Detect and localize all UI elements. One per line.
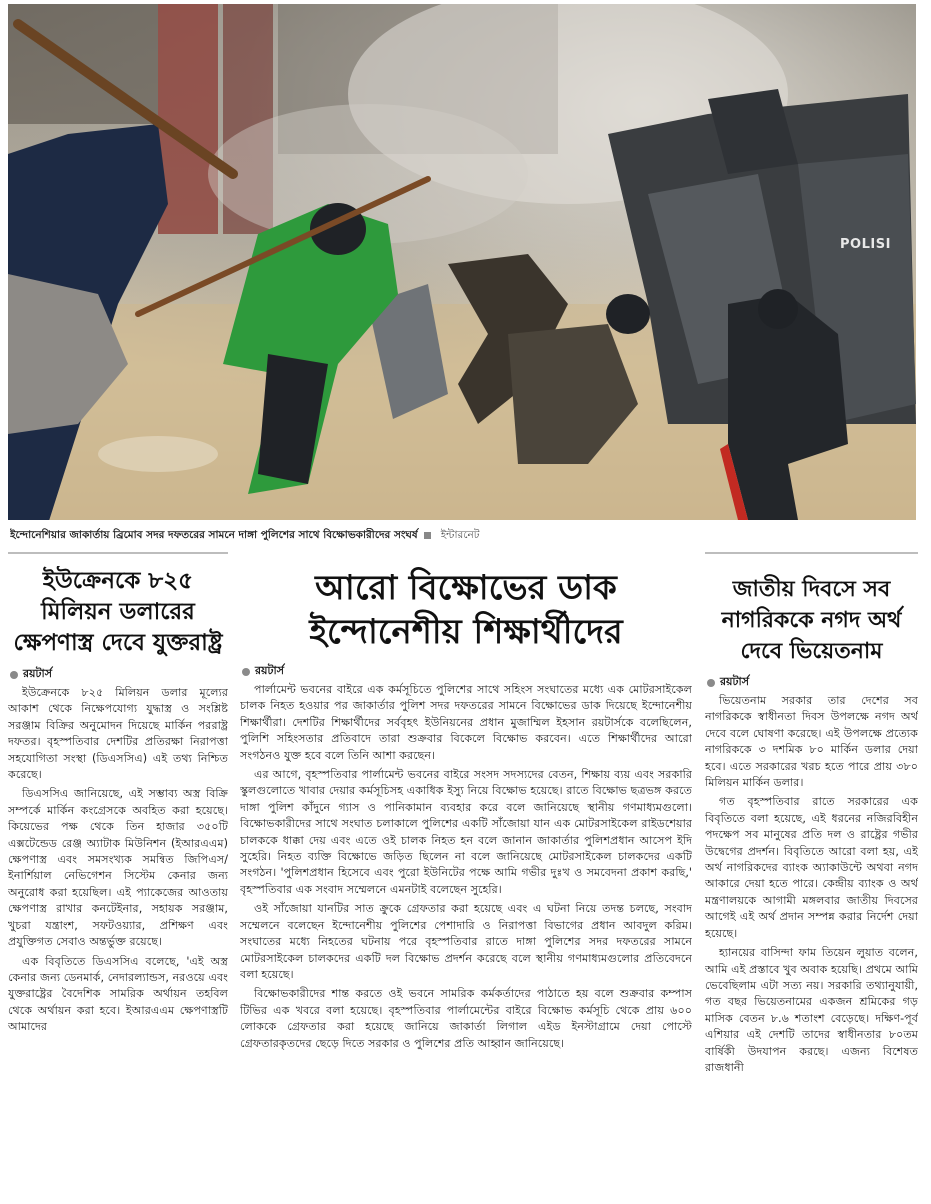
main-article-body [240, 682, 692, 1052]
right-article-headline: জাতীয় দিবসে সব নাগরিককে নগদ অর্থ দেবে ভিয়েতনাম [721, 577, 902, 664]
protest-scene-illustration [8, 4, 916, 520]
paragraph: পার্লামেন্ট ভবনের বাইরে এক কর্মসূচিতে পুলিশের সাথে সহিংস সংঘাতের মধ্যে এক মোটরসাইকেল চালক নিহত হওয়ার পর জাকার্তার পুলিশ সদর দফতরের সামনে বিক্ষোভের ডাক দিয়েছে ইন্দোনেশীয় শিক্ষার্থীরা। দেশটির শিক্ষার্থীদের সর্ববৃহৎ ইউনিয়নের প্রধান মুজাম্মিল ইহসান রয়টার্সকে বলেছিলেন, পুলিশি সহিংসতার প্রতিবাদে তারা শুক্রবার বিকেলে বিক্ষোভ করবেন। এতে শিক্ষার্থীদের আরো সংগঠনও যুক্ত হবে বলে তিনি আশা করছেন। [240, 683, 692, 762]
main-article-byline [240, 662, 692, 681]
right-article-body [705, 693, 918, 1076]
byline-text: রয়টার্স [720, 675, 749, 688]
photo-caption [10, 528, 915, 544]
main-article [240, 566, 692, 1204]
byline-text: রয়টার্স [255, 664, 284, 677]
left-article-body [8, 685, 228, 1036]
photo-credit: ইন্টারনেট [440, 529, 480, 541]
headline-line-1: আরো বিক্ষোভের ডাক [315, 568, 617, 608]
rule-left [8, 552, 228, 554]
left-article-headline: ইউক্রেনকে ৮২৫ মিলিয়ন ডলারের ক্ষেপণাস্ত্র দেবে যুক্তরাষ্ট্র [13, 568, 223, 656]
news-photo [8, 4, 916, 520]
byline-text: রয়টার্স [23, 667, 52, 680]
paragraph: এক বিবৃতিতে ডিএসসিএ বলেছে, 'এই অস্ত্র কেনার জন্য ডেনমার্ক, নেদারল্যান্ডস, নরওয়ে এবং যুক্তরাষ্ট্রের বৈদেশিক সামরিক অর্থায়ন তহবিল থেকে অর্থায়ন করা হবে। ইআরএএম ক্ষেপণাস্ত্রটি আমাদের [8, 954, 228, 1034]
byline-bullet-icon [10, 671, 18, 679]
right-article-byline [705, 673, 918, 692]
paragraph: গত বৃহস্পতিবার রাতে সরকারের এক বিবৃতিতে বলা হয়েছে, এই ধরনের নজিরবিহীন পদক্ষেপ সব মানুষের প্রতি দল ও রাষ্ট্রের গভীর উদ্বেগের প্রদর্শন। বিবৃতিতে আরো বলা হয়, এই অর্থ নাগরিকদের ব্যাংক অ্যাকাউন্টে অথবা নগদ আকারে দেয়া হতে পারে। কেন্দ্রীয় ব্যাংক ও অর্থ মন্ত্রণালয়কে আগামী মঙ্গলবার জাতীয় দিবসের আগেই এই অর্থ প্রদান সম্পন্ন করার নির্দেশ দেয়া হয়েছে। [705, 795, 918, 940]
paragraph: ইউক্রেনকে ৮২৫ মিলিয়ন ডলার মূল্যের আকাশ থেকে নিক্ষেপযোগ্য যুদ্ধাস্ত্র ও সংশ্লিষ্ট সরঞ্জাম বিক্রির অনুমোদন দিয়েছে মার্কিন পররাষ্ট্র দফতর। বৃহস্পতিবার দেশটির প্রতিরক্ষা নিরাপত্তা সহযোগিতা সংস্থা (ডিএসসিএ) এই তথ্য নিশ্চিত করেছে। [8, 686, 228, 782]
right-article [705, 566, 918, 1204]
byline-bullet-icon [707, 679, 715, 687]
main-article-headline [240, 566, 692, 654]
left-article-byline [8, 665, 228, 684]
byline-bullet-icon [242, 668, 250, 676]
left-article [8, 566, 228, 1204]
paragraph: এর আগে, বৃহস্পতিবার পার্লামেন্ট ভবনের বাইরে সংসদ সদস্যদের বেতন, শিক্ষায় ব্যয় এবং সরকারি স্কুলগুলোতে খাবার দেয়ার কর্মসূচিসহ একাধিক ইস্যু নিয়ে বিক্ষোভ হয়েছে। রাতে বিক্ষোভ ছত্রভঙ্গ করতে দাঙ্গা পুলিশ কাঁদুনে গ্যাস ও পানিকামান ব্যবহার করে বলে জানিয়েছে স্থানীয় গণমাধ্যমগুলো। বিক্ষোভকারীদের সাথে সংঘাত চলাকালে পুলিশের একটি সাঁজোয়া যান এক মোটরসাইকেল রাইডশেয়ার চালককে ধাক্কা দেয় এবং এতে ওই চালক নিহত হন বলে জানান জাকার্তার পুলিশপ্রধান আসেপ ইদি সুহেরি। নিহত ব্যক্তি বিক্ষোভে জড়িত ছিলেন না বলে জানিয়েছে মোটরসাইকেল চালকদের একটি সংগঠন। 'পুলিশপ্রধান হিসেবে এবং পুরো ইউনিটের পক্ষে আমি গভীর দুঃখ ও সমবেদনা প্রকাশ করছি,' বৃহস্পতিবার এক সংবাদ সম্মেলনে এমনটাই বলেছেন সুহেরি। [240, 768, 692, 896]
rule-right [705, 552, 918, 554]
paragraph: ওই সাঁজোয়া যানটির সাত ক্রুকে গ্রেফতার করা হয়েছে এবং এ ঘটনা নিয়ে তদন্ত চলছে, সংবাদ সম্মেলনে বলেছেন ইন্দোনেশীয় পুলিশের পেশাদারি ও নিরাপত্তা বিভাগের প্রধান আবদুল করিম। সংঘাতের মধ্যে নিহতের ঘটনায় পরে বৃহস্পতিবার রাতে দাঙ্গা পুলিশের সদর দফতরের সামনে মোটরসাইকেল চালকদের একটি দল বিক্ষোভ প্রদর্শন করেছে বলে স্থানীয় গণমাধ্যমগুলোর প্রতিবেদনে বলা হয়েছে। [240, 902, 692, 981]
headline-line-2: ইন্দোনেশীয় শিক্ষার্থীদের [309, 612, 623, 652]
credit-square-icon [424, 532, 431, 539]
paragraph: ডিএসসিএ জানিয়েছে, এই সম্ভাব্য অস্ত্র বিক্রি সম্পর্কে মার্কিন কংগ্রেসকে অবহিত করা হয়েছে। কিয়েভের পক্ষ থেকে তিন হাজার ৩৫০টি এক্সটেন্ডেড রেঞ্জ অ্যাটাক মিউনিশন (ইআরএএম) ক্ষেপণাস্ত্র এবং সমসংখ্যক সমন্বিত জিপিএস/ইনার্শিয়াল নেভিগেশন সিস্টেম কেনার জন্য অনুরোধ করা হয়েছিল। এই প্যাকেজের আওতায় ক্ষেপণাস্ত্র রাখার কনটেইনার, সহায়ক সরঞ্জাম, খুচরা যন্ত্রাংশ, সফটওয়্যার, প্রশিক্ষণ এবং প্রযুক্তিগত সেবাও অন্তর্ভুক্ত রয়েছে। [8, 787, 228, 949]
paragraph: বিক্ষোভকারীদের শান্ত করতে ওই ভবনে সামরিক কর্মকর্তাদের পাঠাতে হয় বলে শুক্রবার কম্পাস টিভির এক খবরে বলা হয়েছে। বৃহস্পতিবার পার্লামেন্টের বাইরে বিক্ষোভ কর্মসূচি থেকে প্রায় ৬০০ লোককে গ্রেফতার করা হয়েছে জানিয়ে জাকার্তা লিগাল এইড ইনস্টাগ্রামে দেয়া পোস্টে গ্রেফতারকৃতদের ছেড়ে দিতে সরকার ও পুলিশের প্রতি আহ্বান জানিয়েছে। [240, 987, 692, 1050]
shield-label-text: POLISI [840, 237, 891, 252]
paragraph: হ্যানয়ের বাসিন্দা ফাম তিয়েন লুয়াত বলেন, আমি এই প্রস্তাবে খুব অবাক হয়েছি। প্রথমে আমি ভেবেছিলাম এটা সত্য নয়। সরকারি তথ্যানুযায়ী, গত বছর ভিয়েতনামের একজন শ্রমিকের গড় মাসিক বেতন ৮.৬ শতাংশ বেড়েছে। দক্ষিণ-পূর্ব এশিয়ার এই দেশটি তাদের স্বাধীনতার ৮০তম বার্ষিকী উদযাপন করছে। এজন্য বিশেষত রাজধানী [705, 946, 918, 1074]
caption-text: ইন্দোনেশিয়ার জাকার্তায় ব্রিমোব সদর দফতরের সামনে দাঙ্গা পুলিশের সাথে বিক্ষোভকারীদের সংঘর্ষ [10, 529, 418, 541]
paragraph: ভিয়েতনাম সরকার তার দেশের সব নাগরিককে স্বাধীনতা দিবস উপলক্ষে নগদ অর্থ দেবে বলে ঘোষণা করেছে। এই উপলক্ষে প্রত্যেক নাগরিককে ৩ দশমিক ৮০ মার্কিন ডলার দেয়া হবে। এতে সরকারের খরচ হতে পারে প্রায় ৩৮০ মিলিয়ন মার্কিন ডলার। [705, 694, 918, 790]
